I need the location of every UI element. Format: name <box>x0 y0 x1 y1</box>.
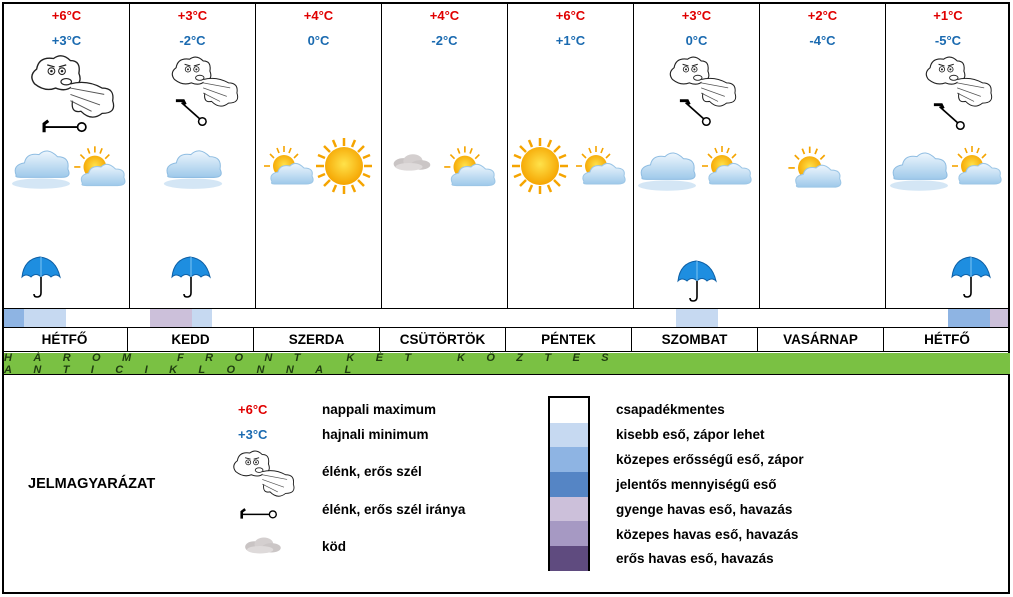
partly-cloudy-icon <box>258 142 318 192</box>
wind-direction-icon <box>678 98 712 128</box>
precip-label: közepes erősségű eső, zápor <box>616 452 804 467</box>
day-column-3 <box>256 2 382 308</box>
temp-max: +3°C <box>177 8 208 23</box>
wind-direction-icon <box>42 117 88 135</box>
precip-label: jelentős mennyiségű eső <box>616 477 777 492</box>
temp-min: +3°C <box>51 33 82 48</box>
legend-max-label: nappali maximum <box>322 402 437 417</box>
day-label: HÉTFŐ <box>2 328 128 351</box>
umbrella-icon <box>948 254 994 300</box>
fog-icon <box>234 530 290 560</box>
temp-min: -2°C <box>431 33 458 48</box>
day-column-1 <box>4 2 130 308</box>
partly-cloudy-icon <box>68 142 130 194</box>
scale-swatch <box>550 472 588 497</box>
scale-swatch <box>550 447 588 472</box>
precip-segment <box>676 309 718 327</box>
temp-max: +6°C <box>555 8 586 23</box>
cloud-icon <box>160 140 226 192</box>
wind-direction-icon <box>174 98 208 128</box>
partly-cloudy-icon <box>696 142 756 192</box>
scale-swatch <box>550 423 588 448</box>
wind-direction-icon <box>240 506 278 521</box>
precip-label: csapadékmentes <box>616 402 725 417</box>
sun-icon <box>510 136 570 196</box>
temp-min: 0°C <box>307 33 330 48</box>
scale-swatch <box>550 398 588 423</box>
partly-cloudy-icon <box>570 142 630 192</box>
precip-segment <box>4 309 24 327</box>
precip-segment <box>150 309 192 327</box>
day-names-row <box>2 328 1010 352</box>
temp-max: +4°C <box>303 8 334 23</box>
banner-text: HÁROM FRONT KÉT KÖZTES ANTICIKLONNAL <box>4 351 631 376</box>
temp-max: +2°C <box>807 8 838 23</box>
day-label: PÉNTEK <box>506 328 632 351</box>
legend-max-sample: +6°C <box>238 402 268 417</box>
legend-wind-label: élénk, erős szél <box>322 464 422 479</box>
day-column-8 <box>886 2 1010 308</box>
temp-min: +1°C <box>555 33 586 48</box>
strong-wind-icon <box>228 448 298 500</box>
precip-segment <box>948 309 990 327</box>
legend-min-label: hajnali minimum <box>322 427 429 442</box>
umbrella-icon <box>18 254 64 300</box>
legend-fog-label: köd <box>322 539 347 554</box>
partly-cloudy-icon <box>782 142 846 196</box>
partly-cloudy-icon <box>438 142 500 194</box>
precip-label: erős havas eső, havazás <box>616 551 774 566</box>
day-label: KEDD <box>128 328 254 351</box>
precip-segment <box>990 309 1008 327</box>
legend-title: JELMAGYARÁZAT <box>28 476 156 492</box>
cloud-icon <box>636 142 698 194</box>
temp-min: -5°C <box>934 33 962 48</box>
wind-direction-icon <box>932 102 966 132</box>
fog-icon <box>384 146 438 178</box>
scale-swatch <box>550 546 588 571</box>
legend-wind-direction-label: élénk, erős szél iránya <box>322 502 466 517</box>
precip-segment <box>24 309 66 327</box>
precip-segment <box>192 309 212 327</box>
sun-icon <box>314 136 374 196</box>
umbrella-icon <box>674 258 720 304</box>
day-column-7 <box>760 2 886 308</box>
precip-label: közepes havas eső, havazás <box>616 527 799 542</box>
precip-label: gyenge havas eső, havazás <box>616 502 793 517</box>
temp-max: +3°C <box>681 8 712 23</box>
day-label: CSÜTÖRTÖK <box>380 328 506 351</box>
day-column-4 <box>382 2 508 308</box>
temp-min: 0°C <box>685 33 708 48</box>
precipitation-strip <box>2 308 1010 328</box>
temp-max: +4°C <box>429 8 460 23</box>
cloud-icon <box>888 142 950 194</box>
day-label: VASÁRNAP <box>758 328 884 351</box>
day-column-6 <box>634 2 760 308</box>
partly-cloudy-icon <box>946 142 1006 192</box>
umbrella-icon <box>168 254 214 300</box>
forecast-banner <box>4 353 1010 374</box>
day-column-5 <box>508 2 634 308</box>
scale-swatch <box>550 497 588 522</box>
cloud-icon <box>10 140 72 192</box>
temp-min: -4°C <box>809 33 836 48</box>
day-label: HÉTFŐ <box>924 332 970 347</box>
temp-min: -2°C <box>179 33 206 48</box>
day-label: SZERDA <box>254 328 380 351</box>
precipitation-scale <box>548 396 590 571</box>
temp-max: +6°C <box>51 8 82 23</box>
scale-swatch <box>550 521 588 546</box>
day-label: SZOMBAT <box>632 328 758 351</box>
day-column-2 <box>130 2 256 308</box>
legend-min-sample: +3°C <box>238 427 268 442</box>
strong-wind-icon <box>24 52 119 122</box>
temp-max: +1°C <box>933 8 963 23</box>
precip-label: kisebb eső, zápor lehet <box>616 427 765 442</box>
